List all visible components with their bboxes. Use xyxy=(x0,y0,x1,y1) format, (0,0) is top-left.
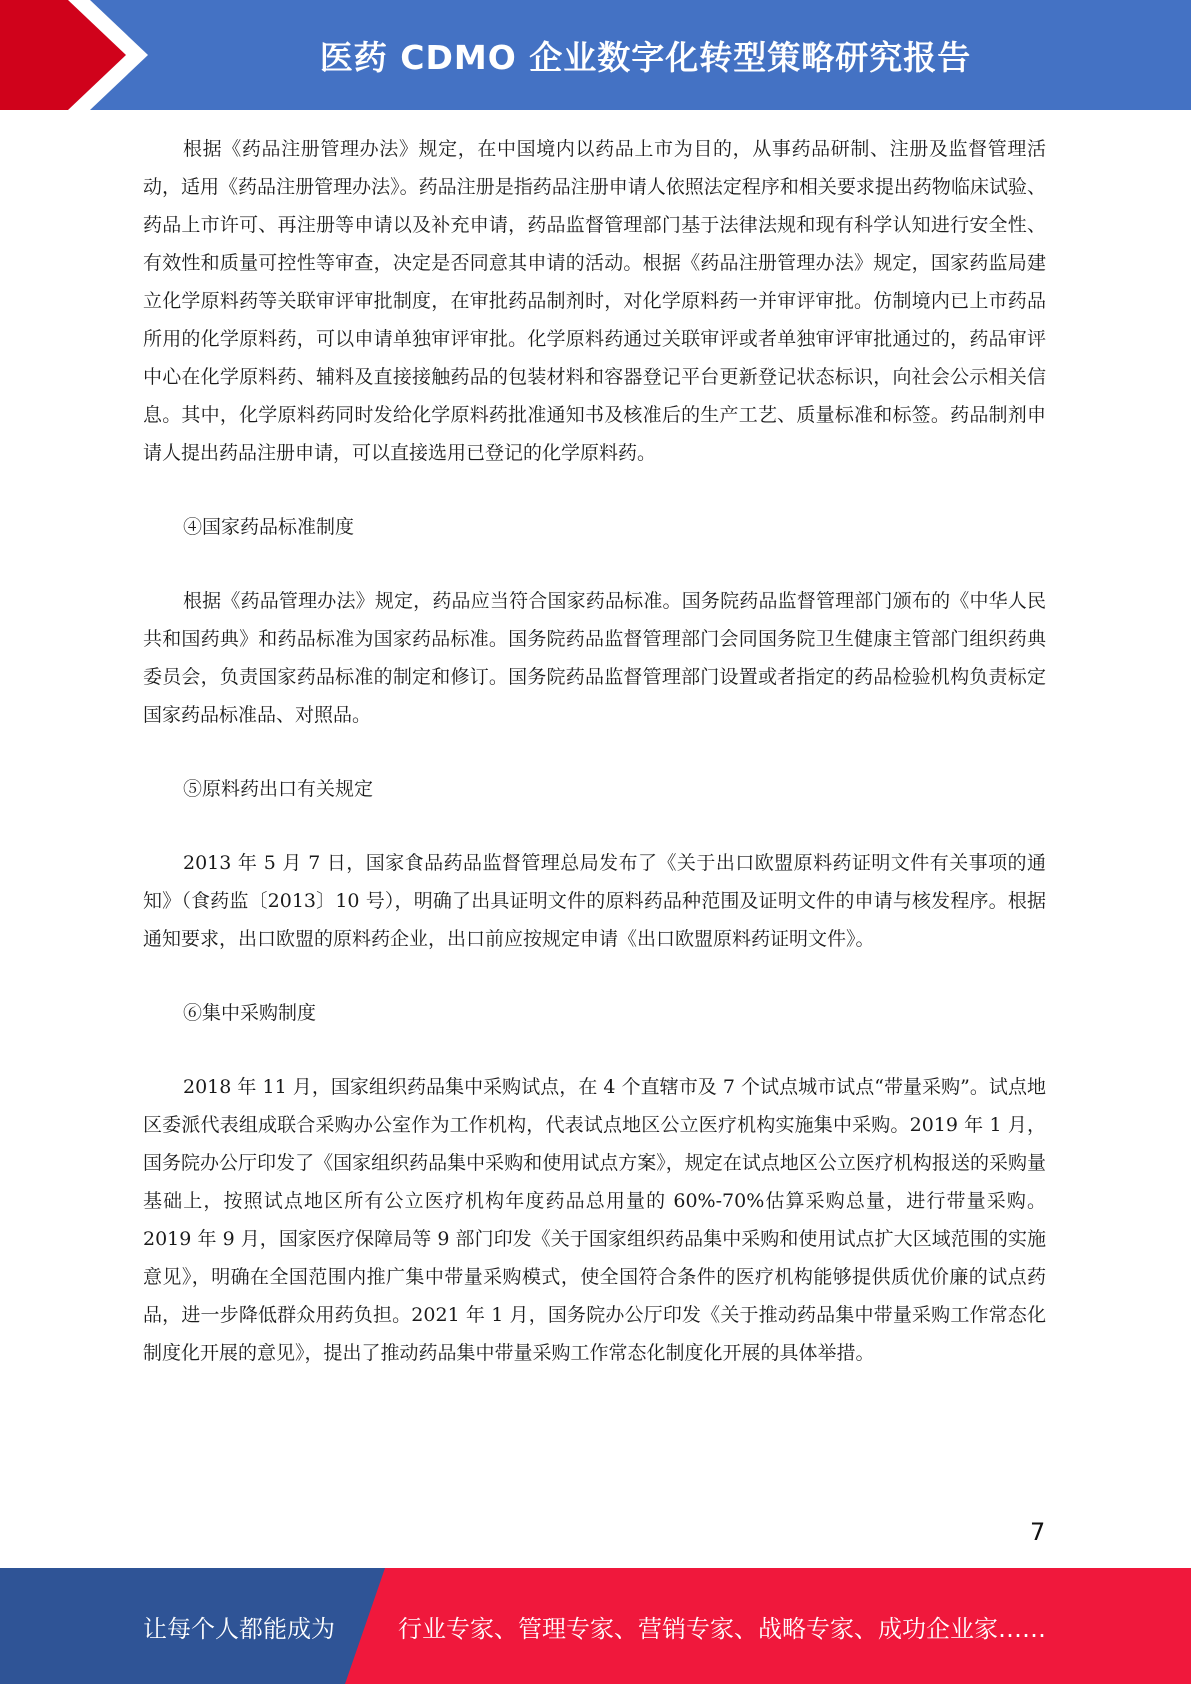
document-title: 医药 CDMO 企业数字化转型策略研究报告 xyxy=(319,37,972,77)
section-heading-api-export: ⑤原料药出口有关规定 xyxy=(183,778,374,800)
page-number: 7 xyxy=(1030,1518,1046,1546)
footer-slogan-left: 让每个人都能成为 xyxy=(143,1614,335,1643)
paragraph-api-export: 2013 年 5 月 7 日，国家食品药品监督管理总局发布了《关于出口欧盟原料药证明文件有关事项的通知》（食药监〔2013〕10 号），明确了出具证明文件的原料药品种范围及证明文件的申请与核发程序。根据通知要求，出口欧盟的原料药企业，出口前应按规定申请《出口欧盟原料药证明文件》。 xyxy=(143,852,1046,950)
footer-slogan-right: 行业专家、管理专家、营销专家、战略专家、成功企业家…… xyxy=(398,1614,1046,1643)
section-heading-centralized-procurement: ⑥集中采购制度 xyxy=(183,1002,317,1024)
page-footer xyxy=(0,1568,1191,1684)
paragraph-centralized-procurement: 2018 年 11 月，国家组织药品集中采购试点，在 4 个直辖市及 7 个试点城市试点“带量采购”。试点地区委派代表组成联合采购办公室作为工作机构，代表试点地区公立医疗机构实施集中采购。2019 年 1 月，国务院办公厅印发了《国家组织药品集中采购和使用试点方案》，规定在试点地区公立医疗机构报送的采购量基础上，按照试点地区所有公立医疗机构年度药品总用量的 60%-70%估算采购总量，进行带量采购。2019 年 9 月，国家医疗保障局等 9 部门印发《关于国家组织药品集中采购和使用试点扩大区域范围的实施意见》，明确在全国范围内推广集中带量采购模式，使全国符合条件的医疗机构能够提供质优价廉的试点药品，进一步降低群众用药负担。2021 年 1 月，国务院办公厅印发《关于推动药品集中带量采购工作常态化制度化开展的意见》，提出了推动药品集中带量采购工作常态化制度化开展的具体举措。 xyxy=(143,1076,1046,1364)
paragraph-drug-registration: 根据《药品注册管理办法》规定，在中国境内以药品上市为目的，从事药品研制、注册及监督管理活动，适用《药品注册管理办法》。药品注册是指药品注册申请人依照法定程序和相关要求提出药物临床试验、药品上市许可、再注册等申请以及补充申请，药品监督管理部门基于法律法规和现有科学认知进行安全性、有效性和质量可控性等审查，决定是否同意其申请的活动。根据《药品注册管理办法》规定，国家药监局建立化学原料药等关联审评审批制度，在审批药品制剂时，对化学原料药一并审评审批。仿制境内已上市药品所用的化学原料药，可以申请单独审评审批。化学原料药通过关联审评或者单独审评审批通过的，药品审评中心在化学原料药、辅料及直接接触药品的包装材料和容器登记平台更新登记状态标识，向社会公示相关信息。其中，化学原料药同时发给化学原料药批准通知书及核准后的生产工艺、质量标准和标签。药品制剂申请人提出药品注册申请，可以直接选用已登记的化学原料药。 xyxy=(143,138,1046,464)
paragraph-national-drug-standard: 根据《药品管理办法》规定，药品应当符合国家药品标准。国务院药品监督管理部门颁布的《中华人民共和国药典》和药品标准为国家药品标准。国务院药品监督管理部门会同国务院卫生健康主管部门组织药典委员会，负责国家药品标准的制定和修订。国务院药品监督管理部门设置或者指定的药品检验机构负责标定国家药品标准品、对照品。 xyxy=(143,590,1046,726)
document-body xyxy=(143,130,1046,1372)
section-heading-national-drug-standard: ④国家药品标准制度 xyxy=(183,516,355,538)
page-header xyxy=(0,0,1191,110)
